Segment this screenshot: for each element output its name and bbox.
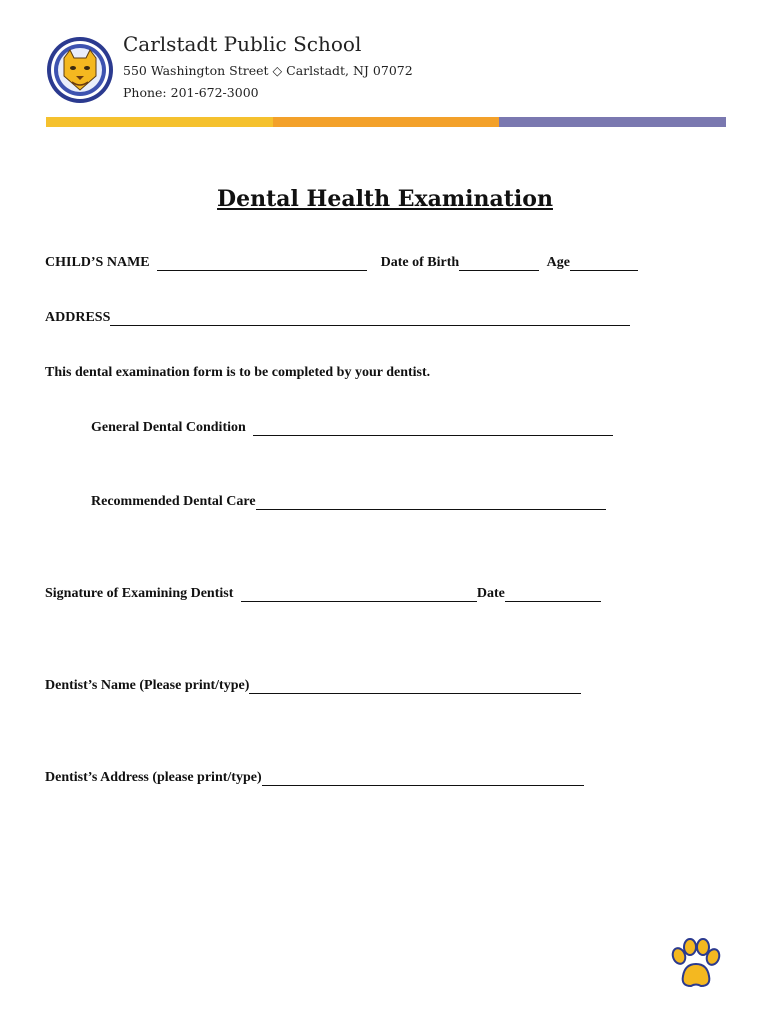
date-label: Date [476,586,505,601]
general-condition-label: General Dental Condition [91,420,246,435]
dentist-address-label: Dentist’s Address (please print/type) [45,770,262,785]
color-bar-segment-purple [499,117,726,127]
color-bar-segment-yellow [46,117,273,127]
child-info-row [45,255,638,271]
school-address [123,63,413,78]
child-name-field[interactable] [157,256,367,271]
paw-print-icon [667,936,723,992]
page-title: Dental Health Examination [217,186,553,212]
recommended-care-label: Recommended Dental Care [91,494,256,509]
dob-field[interactable] [459,256,539,271]
street-address: 550 Washington Street [123,63,269,78]
address-label: ADDRESS [45,310,111,325]
age-field[interactable] [570,256,638,271]
recommended-care-field[interactable] [256,495,606,510]
dentist-name-field[interactable] [249,679,581,694]
school-phone: Phone: 201-672-3000 [123,85,259,100]
general-condition-row [91,420,613,436]
instructions-text: This dental examination form is to be completed by your dentist. [45,365,431,380]
diamond-separator-icon: ◇ [272,63,283,78]
color-bar-segment-orange [273,117,500,127]
dentist-address-field[interactable] [262,771,584,786]
dentist-name-label: Dentist’s Name (Please print/type) [45,678,250,693]
child-name-label: CHILD’S NAME [45,255,150,270]
dentist-address-row [45,770,584,786]
signature-field[interactable] [241,587,477,602]
header-color-bar [46,117,726,127]
dentist-name-row [45,678,581,694]
address-row [45,310,630,326]
date-field[interactable] [505,587,601,602]
address-field[interactable] [110,311,630,326]
signature-row [45,586,601,602]
dob-label: Date of Birth [380,255,460,270]
general-condition-field[interactable] [253,421,613,436]
signature-label: Signature of Examining Dentist [45,586,234,601]
school-name: Carlstadt Public School [123,32,362,56]
age-label: Age [546,255,570,270]
cougar-seal-icon [46,36,114,104]
city-state-zip: Carlstadt, NJ 07072 [286,63,413,78]
recommended-care-row [91,494,606,510]
